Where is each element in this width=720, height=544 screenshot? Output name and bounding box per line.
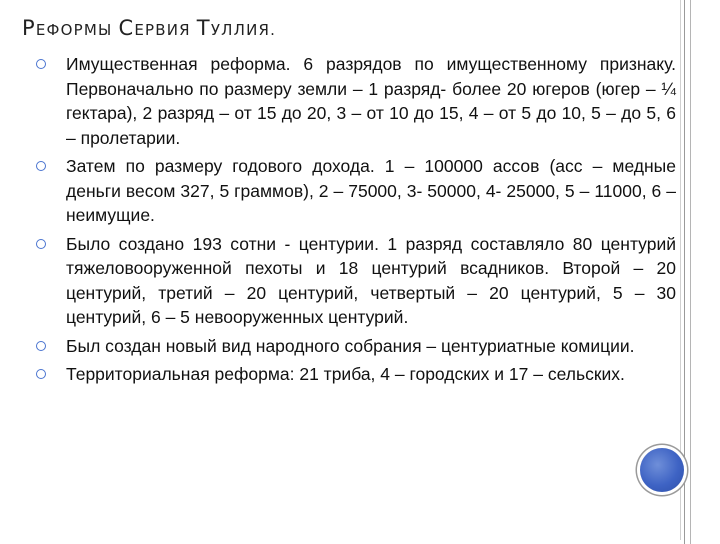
list-item-text: Имущественная реформа. 6 разрядов по имущественному признаку. Первоначально по размеру земли – 1 разряд- более 20 югеров (югер – ¼ гектара), 2 разряд – от 15 до 20, 3 – от 10 до 15, 4 – от 5 до 10, 5 – до 5, 6 – пролетарии. [66, 54, 676, 148]
circle-ornament-icon [640, 448, 684, 492]
circle-bullet-icon [36, 239, 46, 249]
title-initial: Р [22, 16, 36, 40]
list-item [36, 232, 676, 330]
list-item [36, 154, 676, 228]
title-initial: Т [196, 16, 211, 40]
circle-bullet-icon [36, 59, 46, 69]
list-item [36, 362, 676, 387]
title-part: УЛЛИЯ. [210, 21, 277, 39]
circle-bullet-icon [36, 341, 46, 351]
circle-bullet-icon [36, 161, 46, 171]
list-item-text: Был создан новый вид народного собрания – центуриатные комиции. [66, 335, 635, 356]
list-item-text: Территориальная реформа: 21 триба, 4 – городских и 17 – сельских. [66, 364, 625, 384]
title-part: ЕРВИЯ [134, 21, 197, 39]
list-item [36, 334, 676, 359]
list-item-text: Было создано 193 сотни - центурии. 1 разряд составляло 80 центурий тяжеловооруженной пехоты и 18 центурий всадников. Второй – 20 центурий, третий – 20 центурий, четвертый – 20 центурий, 5 – 30 центурий, 6 – 5 невооруженных центурий. [66, 233, 676, 327]
list-item [36, 52, 676, 150]
title-initial: С [118, 16, 135, 40]
right-frame-inner [690, 0, 720, 544]
circle-bullet-icon [36, 369, 46, 379]
bullet-list [36, 52, 676, 391]
slide-title [22, 16, 276, 40]
title-part: ЕФОРМЫ [35, 21, 119, 39]
list-item-text: Затем по размеру годового дохода. 1 – 100000 ассов (асс – медные деньги весом 327, 5 граммов), 2 – 75000, 3- 50000, 4- 25000, 5 – 11000, 6 – неимущие. [66, 156, 676, 225]
